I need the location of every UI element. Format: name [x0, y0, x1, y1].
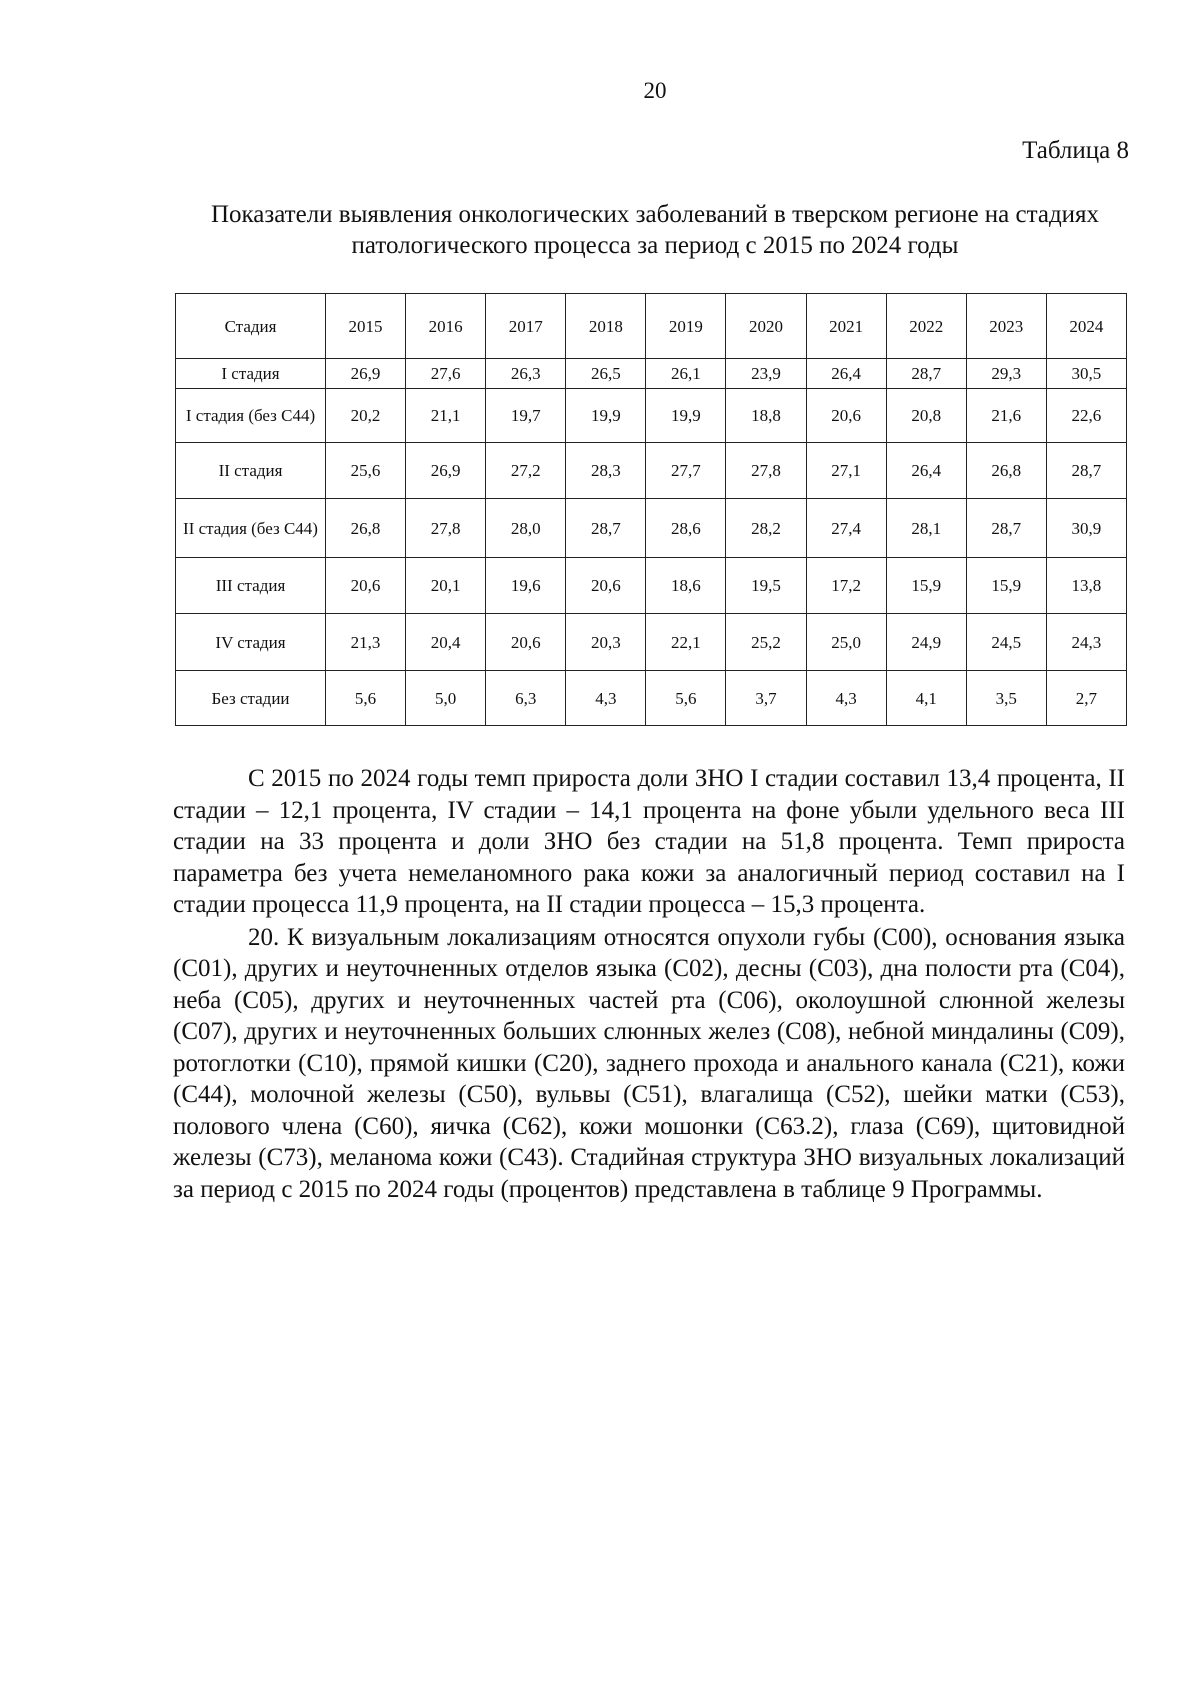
- value-cell: 28,7: [1046, 443, 1126, 499]
- value-cell: 27,6: [406, 359, 486, 389]
- value-cell: 15,9: [886, 558, 966, 614]
- table-row: [176, 443, 1127, 499]
- value-cell: 26,5: [566, 359, 646, 389]
- header-cell-2017: 2017: [486, 294, 566, 359]
- table-header-row: [176, 294, 1127, 359]
- value-cell: 27,4: [806, 499, 886, 558]
- table-row: [176, 499, 1127, 558]
- stage-cell: II стадия: [176, 443, 326, 499]
- value-cell: 21,1: [406, 389, 486, 443]
- stage-cell: III стадия: [176, 558, 326, 614]
- value-cell: 4,3: [806, 671, 886, 726]
- body-text: [173, 763, 1125, 1205]
- header-cell-2018: 2018: [566, 294, 646, 359]
- table-row: [176, 614, 1127, 671]
- stage-cell: I стадия (без С44): [176, 389, 326, 443]
- value-cell: 26,8: [966, 443, 1046, 499]
- value-cell: 17,2: [806, 558, 886, 614]
- value-cell: 24,3: [1046, 614, 1126, 671]
- table-title: Показатели выявления онкологических заболеваний в тверском регионе на стадиях патологического процесса за период с 2015 по 2024 годы: [210, 201, 1100, 259]
- table-label: Таблица 8: [1022, 137, 1129, 164]
- value-cell: 24,9: [886, 614, 966, 671]
- value-cell: 5,0: [406, 671, 486, 726]
- value-cell: 20,2: [326, 389, 406, 443]
- table-row: [176, 359, 1127, 389]
- value-cell: 3,7: [726, 671, 806, 726]
- value-cell: 26,1: [646, 359, 726, 389]
- header-cell-stage: Стадия: [176, 294, 326, 359]
- value-cell: 26,4: [806, 359, 886, 389]
- value-cell: 27,1: [806, 443, 886, 499]
- header-cell-2016: 2016: [406, 294, 486, 359]
- value-cell: 20,6: [806, 389, 886, 443]
- value-cell: 19,5: [726, 558, 806, 614]
- value-cell: 19,9: [566, 389, 646, 443]
- stage-cell: IV стадия: [176, 614, 326, 671]
- value-cell: 15,9: [966, 558, 1046, 614]
- value-cell: 28,7: [886, 359, 966, 389]
- value-cell: 28,7: [966, 499, 1046, 558]
- value-cell: 20,4: [406, 614, 486, 671]
- value-cell: 22,1: [646, 614, 726, 671]
- header-cell-2024: 2024: [1046, 294, 1126, 359]
- page-number: 20: [643, 78, 667, 103]
- header-cell-2022: 2022: [886, 294, 966, 359]
- value-cell: 24,5: [966, 614, 1046, 671]
- header-cell-2020: 2020: [726, 294, 806, 359]
- table-row: [176, 558, 1127, 614]
- value-cell: 27,7: [646, 443, 726, 499]
- value-cell: 18,8: [726, 389, 806, 443]
- value-cell: 5,6: [326, 671, 406, 726]
- table-row: [176, 389, 1127, 443]
- value-cell: 20,6: [326, 558, 406, 614]
- stage-cell: I стадия: [176, 359, 326, 389]
- value-cell: 6,3: [486, 671, 566, 726]
- header-cell-2021: 2021: [806, 294, 886, 359]
- value-cell: 21,3: [326, 614, 406, 671]
- header-cell-2019: 2019: [646, 294, 726, 359]
- value-cell: 28,6: [646, 499, 726, 558]
- value-cell: 26,4: [886, 443, 966, 499]
- paragraph-visual-localizations: 20. К визуальным локализациям относятся опухоли губы (С00), основания языка (С01), других и неуточненных отделов языка (С02), десны (С03), дна полости рта (С04), неба (С05), других и неуточненных частей рта (С06), околоушной слюнной железы (С07), других и неуточненных больших слюнных желез (С08), небной миндалины (С09), ротоглотки (С10), прямой кишки (С20), заднего прохода и анального канала (С21), кожи (С44), молочной железы (С50), вульвы (С51), влагалища (С52), шейки матки (С53), полового члена (С60), яичка (С62), кожи мошонки (С63.2), глаза (С69), щитовидной железы (С73), меланома кожи (С43). Стадийная структура ЗНО визуальных локализаций за период с 2015 по 2024 годы (процентов) представлена в таблице 9 Программы.: [173, 923, 1125, 1203]
- value-cell: 26,9: [326, 359, 406, 389]
- value-cell: 28,7: [566, 499, 646, 558]
- stage-cell: II стадия (без С44): [176, 499, 326, 558]
- value-cell: 19,9: [646, 389, 726, 443]
- value-cell: 28,1: [886, 499, 966, 558]
- value-cell: 27,2: [486, 443, 566, 499]
- value-cell: 30,9: [1046, 499, 1126, 558]
- value-cell: 28,0: [486, 499, 566, 558]
- value-cell: 20,3: [566, 614, 646, 671]
- value-cell: 4,1: [886, 671, 966, 726]
- value-cell: 28,3: [566, 443, 646, 499]
- value-cell: 20,6: [486, 614, 566, 671]
- value-cell: 19,7: [486, 389, 566, 443]
- value-cell: 28,2: [726, 499, 806, 558]
- value-cell: 26,3: [486, 359, 566, 389]
- value-cell: 5,6: [646, 671, 726, 726]
- paragraph-stage-dynamics: С 2015 по 2024 годы темп прироста доли ЗНО I стадии составил 13,4 процента, II стадии – 12,1 процента, IV стадии – 14,1 процента на фоне убыли удельного веса III стадии на 33 процента и доли ЗНО без стадии на 51,8 процента. Темп прироста параметра без учета немеланомного рака кожи за аналогичный период составил на I стадии процесса 11,9 процента, на II стадии процесса – 15,3 процента.: [173, 765, 1125, 918]
- value-cell: 25,2: [726, 614, 806, 671]
- value-cell: 3,5: [966, 671, 1046, 726]
- value-cell: 21,6: [966, 389, 1046, 443]
- value-cell: 4,3: [566, 671, 646, 726]
- value-cell: 2,7: [1046, 671, 1126, 726]
- value-cell: 26,9: [406, 443, 486, 499]
- value-cell: 27,8: [406, 499, 486, 558]
- stage-cell: Без стадии: [176, 671, 326, 726]
- value-cell: 27,8: [726, 443, 806, 499]
- header-cell-2015: 2015: [326, 294, 406, 359]
- value-cell: 25,6: [326, 443, 406, 499]
- value-cell: 30,5: [1046, 359, 1126, 389]
- value-cell: 13,8: [1046, 558, 1126, 614]
- value-cell: 23,9: [726, 359, 806, 389]
- value-cell: 18,6: [646, 558, 726, 614]
- value-cell: 26,8: [326, 499, 406, 558]
- value-cell: 20,1: [406, 558, 486, 614]
- value-cell: 20,8: [886, 389, 966, 443]
- value-cell: 20,6: [566, 558, 646, 614]
- stage-statistics-table: [175, 293, 1127, 726]
- value-cell: 25,0: [806, 614, 886, 671]
- value-cell: 22,6: [1046, 389, 1126, 443]
- header-cell-2023: 2023: [966, 294, 1046, 359]
- table-row: [176, 671, 1127, 726]
- value-cell: 29,3: [966, 359, 1046, 389]
- value-cell: 19,6: [486, 558, 566, 614]
